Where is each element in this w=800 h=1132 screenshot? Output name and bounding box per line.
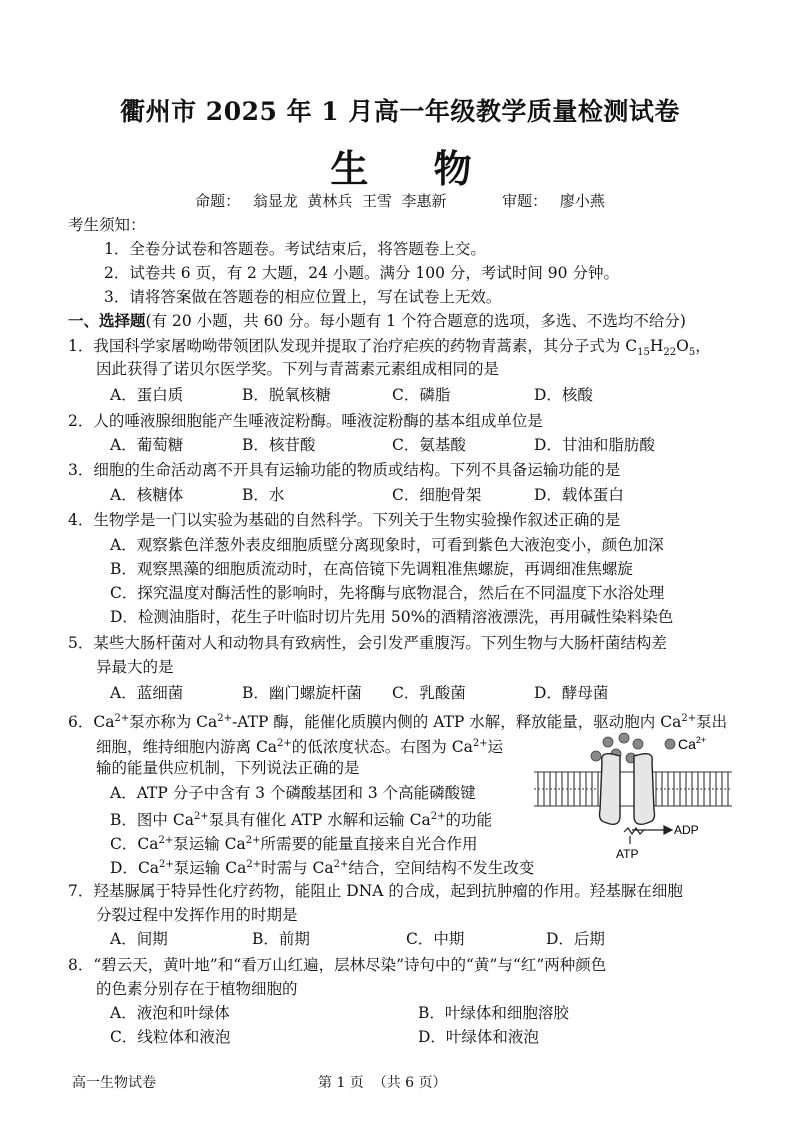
question-5-option-c: C．乳酸菌 <box>392 684 466 702</box>
ca-pump-protein <box>600 754 655 825</box>
question-4-option-b: B．观察黑藻的细胞质流动时，在高倍镜下先调粗准焦螺旋，再调细准焦螺旋 <box>110 560 633 578</box>
question-7-stem: 7．羟基脲属于特异性化疗药物，能阻止 DNA 的合成，起到抗肿瘤的作用。羟基脲在细胞 <box>68 882 683 900</box>
question-2-option-d: D．甘油和脂肪酸 <box>534 436 655 454</box>
adp-label: ADP <box>674 823 699 837</box>
reviewer: 廖小燕 <box>559 192 605 210</box>
question-2-option-a: A．葡萄糖 <box>110 436 184 454</box>
question-7-option-a: A．间期 <box>110 930 168 948</box>
atp-label: ATP <box>616 847 639 861</box>
proposers-label: 命题： <box>195 192 241 210</box>
question-2-stem: 2．人的唾液腺细胞能产生唾液淀粉酶。唾液淀粉酶的基本组成单位是 <box>68 412 543 430</box>
ca-label: $Ca^{2+}$ <box>678 735 707 752</box>
authors-line <box>0 190 800 211</box>
question-4-option-a: A．观察紫色洋葱外表皮细胞质壁分离现象时，可看到紫色大液泡变小，颜色加深 <box>110 536 664 554</box>
question-6-option-a: A．ATP 分子中含有 3 个磷酸基团和 3 个高能磷酸键 <box>110 784 476 802</box>
question-6-stem-cont: 输的能量供应机制，下列说法正确的是 <box>96 759 360 777</box>
question-1-stem: 1．我国科学家屠呦呦带领团队发现并提取了治疗疟疾的药物青蒿素，其分子式为 $C_{15}H_{22}O_5$， <box>68 337 711 359</box>
question-7-stem-cont: 分裂过程中发挥作用的时期是 <box>96 906 298 924</box>
question-2-option-c: C．氨基酸 <box>392 436 466 454</box>
section-heading-rest: (有 20 小题，共 60 分。每小题有 1 个符合题意的选项，多选、不选均不给分) <box>145 312 686 330</box>
question-6-stem-cont: 细胞，维持细胞内游离 $Ca^{2+}$的低浓度状态。右图为 $Ca^{2+}$运 <box>96 738 504 757</box>
question-1-option-d: D．核酸 <box>534 386 593 404</box>
question-6-option-d: D．$Ca^{2+}$泵运输 $Ca^{2+}$时需与 $Ca^{2+}$结合，空间结构不发生改变 <box>110 859 535 878</box>
question-5-option-b: B．幽门螺旋杆菌 <box>242 684 362 702</box>
question-4-stem: 4．生物学是一门以实验为基础的自然科学。下列关于生物实验操作叙述正确的是 <box>68 511 621 529</box>
page-number: 第 1 页 （共 6 页） <box>318 1075 447 1091</box>
question-8-option-a: A．液泡和叶绿体 <box>110 1004 230 1022</box>
proposers: 翁显龙 黄林兵 王雪 李惠新 <box>252 192 447 210</box>
ca-pump-diagram <box>532 732 732 862</box>
question-6-option-c: C．$Ca^{2+}$泵运输 $Ca^{2+}$所需要的能量直接来自光合作用 <box>110 835 478 854</box>
question-8-stem: 8．“碧云天，黄叶地”和“看万山红遍，层林尽染”诗句中的“黄”与“红”两种颜色 <box>68 956 607 974</box>
question-6-option-b: B．图中 $Ca^{2+}$泵具有催化 ATP 水解和运输 $Ca^{2+}$的功能 <box>110 811 492 830</box>
exam-title: 衢州市 2025 年 1 月高一年级教学质量检测试卷 <box>120 97 680 126</box>
question-6-stem: 6．$Ca^{2+}$泵亦称为 $Ca^{2+}$-ATP 酶，能催化质膜内侧的 ATP 水解，释放能量，驱动胞内 $Ca^{2+}$泵出 <box>68 713 728 732</box>
question-8-option-c: C．线粒体和液泡 <box>110 1028 231 1046</box>
question-3-option-c: C．细胞骨架 <box>392 486 482 504</box>
question-1-option-c: C．磷脂 <box>392 386 451 404</box>
question-8-option-b: B．叶绿体和细胞溶胶 <box>418 1004 569 1022</box>
question-3-option-b: B．水 <box>242 486 285 504</box>
question-3-option-a: A．核糖体 <box>110 486 184 504</box>
question-5-option-d: D．酵母菌 <box>534 684 609 702</box>
question-5-option-a: A．蓝细菌 <box>110 684 184 702</box>
atp-hydrolysis <box>624 826 672 844</box>
question-1-option-a: A．蛋白质 <box>110 386 184 404</box>
question-7-option-c: C．中期 <box>406 930 465 948</box>
question-7-option-b: B．前期 <box>252 930 310 948</box>
question-8-option-d: D．叶绿体和液泡 <box>418 1028 539 1046</box>
question-2-option-b: B．核苷酸 <box>242 436 316 454</box>
section-heading-bold: 一、选择题 <box>68 311 146 330</box>
reviewer-label: 审题： <box>502 192 548 210</box>
question-3-stem: 3．细胞的生命活动离不开具有运输功能的物质或结构。下列不具备运输功能的是 <box>68 461 621 479</box>
question-5-stem-cont: 异最大的是 <box>96 658 174 676</box>
subject-title: 生 物 <box>330 146 498 191</box>
question-7-option-d: D．后期 <box>546 930 605 948</box>
notice-item: 3．请将答案做在答题卷的相应位置上，写在试卷上无效。 <box>104 288 502 306</box>
notice-item: 1．全卷分试卷和答题卷。考试结束后，将答题卷上交。 <box>104 240 486 258</box>
question-5-stem: 5．某些大肠杆菌对人和动物具有致病性，会引发严重腹泻。下列生物与大肠杆菌结构差 <box>68 634 667 652</box>
question-4-option-c: C．探究温度对酶活性的影响时，先将酶与底物混合，然后在不同温度下水浴处理 <box>110 584 665 602</box>
notice-item: 2．试卷共 6 页，有 2 大题，24 小题。满分 100 分，考试时间 90 分钟。 <box>104 264 619 282</box>
section-heading <box>68 310 686 332</box>
question-3-option-d: D．载体蛋白 <box>534 486 624 504</box>
question-4-option-d: D．检测油脂时，花生子叶临时切片先用 50%的酒精溶液漂洗，再用碱性染料染色 <box>110 608 674 626</box>
footer-left: 高一生物试卷 <box>72 1075 156 1091</box>
question-1-stem-cont: 因此获得了诺贝尔医学奖。下列与青蒿素元素组成相同的是 <box>96 360 500 378</box>
membrane-bilayer <box>534 772 732 806</box>
question-8-stem-cont: 的色素分别存在于植物细胞的 <box>96 980 298 998</box>
question-1-option-b: B．脱氧核糖 <box>242 386 331 404</box>
notice-heading: 考生须知： <box>68 216 146 234</box>
